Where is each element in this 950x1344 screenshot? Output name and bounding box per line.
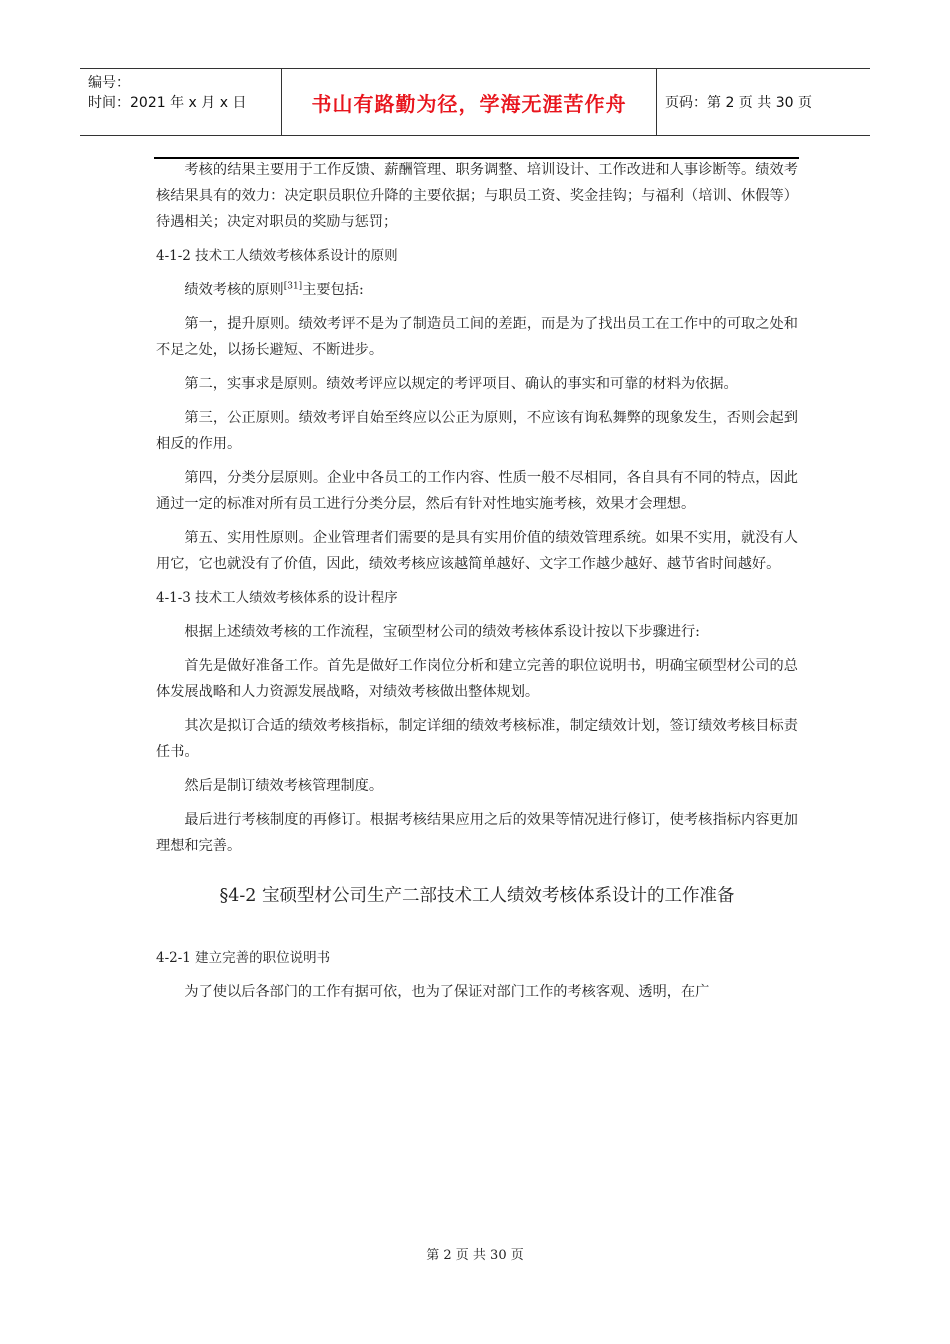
principles-intro-tail: 主要包括: (302, 282, 364, 298)
header-meta (80, 69, 282, 135)
paragraph-principle-second: 第二，实事求是原则。绩效考评应以规定的考评项目、确认的事实和可靠的材料为依据。 (184, 376, 738, 392)
header-page-info: 页码：第 2 页 共 30 页 (665, 95, 812, 111)
paragraph-principle-first: 第一，提升原则。绩效考评不是为了制造员工间的差距，而是为了找出员工在工作中的可取之处和不足之处，以扬长避短、不断进步。 (156, 316, 798, 358)
heading-4-1-2: 4-1-2 技术工人绩效考核体系设计的原则 (156, 248, 398, 264)
paragraph-results-usage: 考核的结果主要用于工作反馈、薪酬管理、职务调整、培训设计、工作改进和人事诊断等。绩效考核结果具有的效力：决定职员职位升降的主要依据；与职员工资、奖金挂钩；与福利（培训、休假等）待遇相关；决定对职员的奖励与惩罚； (156, 162, 798, 230)
section-heading-4-2: §4-2 宝硕型材公司生产二部技术工人绩效考核体系设计的工作准备 (219, 886, 735, 906)
paragraph-procedure-intro: 根据上述绩效考核的工作流程，宝硕型材公司的绩效考核体系设计按以下步骤进行: (184, 624, 700, 640)
citation-31: [31] (283, 281, 303, 292)
paragraph-principle-third: 第三，公正原则。绩效考评自始至终应以公正为原则，不应该有询私舞弊的现象发生，否则会起到相反的作用。 (156, 410, 798, 452)
page-header (80, 68, 870, 136)
paragraph-job-description: 为了使以后各部门的工作有据可依，也为了保证对部门工作的考核客观、透明，在广 (184, 984, 710, 1000)
paragraph-step-third: 然后是制订绩效考核管理制度。 (184, 778, 384, 794)
paragraph-principle-fourth: 第四，分类分层原则。企业中各员工的工作内容、性质一般不尽相同，各自具有不同的特点，因此通过一定的标准对所有员工进行分类分层，然后有针对性地实施考核，效果才会理想。 (156, 470, 798, 512)
paragraph-principle-fifth: 第五、实用性原则。企业管理者们需要的是具有实用价值的绩效管理系统。如果不实用，就没有人用它，它也就没有了价值，因此，绩效考核应该越简单越好、文字工作越少越好、越节省时间越好。 (156, 530, 798, 572)
heading-4-1-3: 4-1-3 技术工人绩效考核体系的设计程序 (156, 590, 398, 606)
page-footer: 第 2 页 共 30 页 (426, 1248, 524, 1263)
principles-intro-text: 绩效考核的原则 (184, 282, 284, 298)
paragraph-step-second: 其次是拟订合适的绩效考核指标，制定详细的绩效考核标准，制定绩效计划，签订绩效考核目标责任书。 (156, 718, 798, 760)
document-body (156, 157, 798, 1013)
document-date: 时间：2021 年 x 月 x 日 (88, 95, 247, 111)
heading-4-2-1: 4-2-1 建立完善的职位说明书 (156, 950, 331, 966)
paragraph-step-first: 首先是做好准备工作。首先是做好工作岗位分析和建立完善的职位说明书，明确宝硕型材公司的总体发展战略和人力资源发展战略，对绩效考核做出整体规划。 (156, 658, 798, 700)
header-motto: 书山有路勤为径，学海无涯苦作舟 (282, 69, 657, 135)
document-number-label: 编号： (88, 75, 130, 91)
paragraph-principles-intro (156, 277, 798, 303)
paragraph-step-fourth: 最后进行考核制度的再修订。根据考核结果应用之后的效果等情况进行修订，使考核指标内容更加理想和完善。 (156, 812, 798, 854)
